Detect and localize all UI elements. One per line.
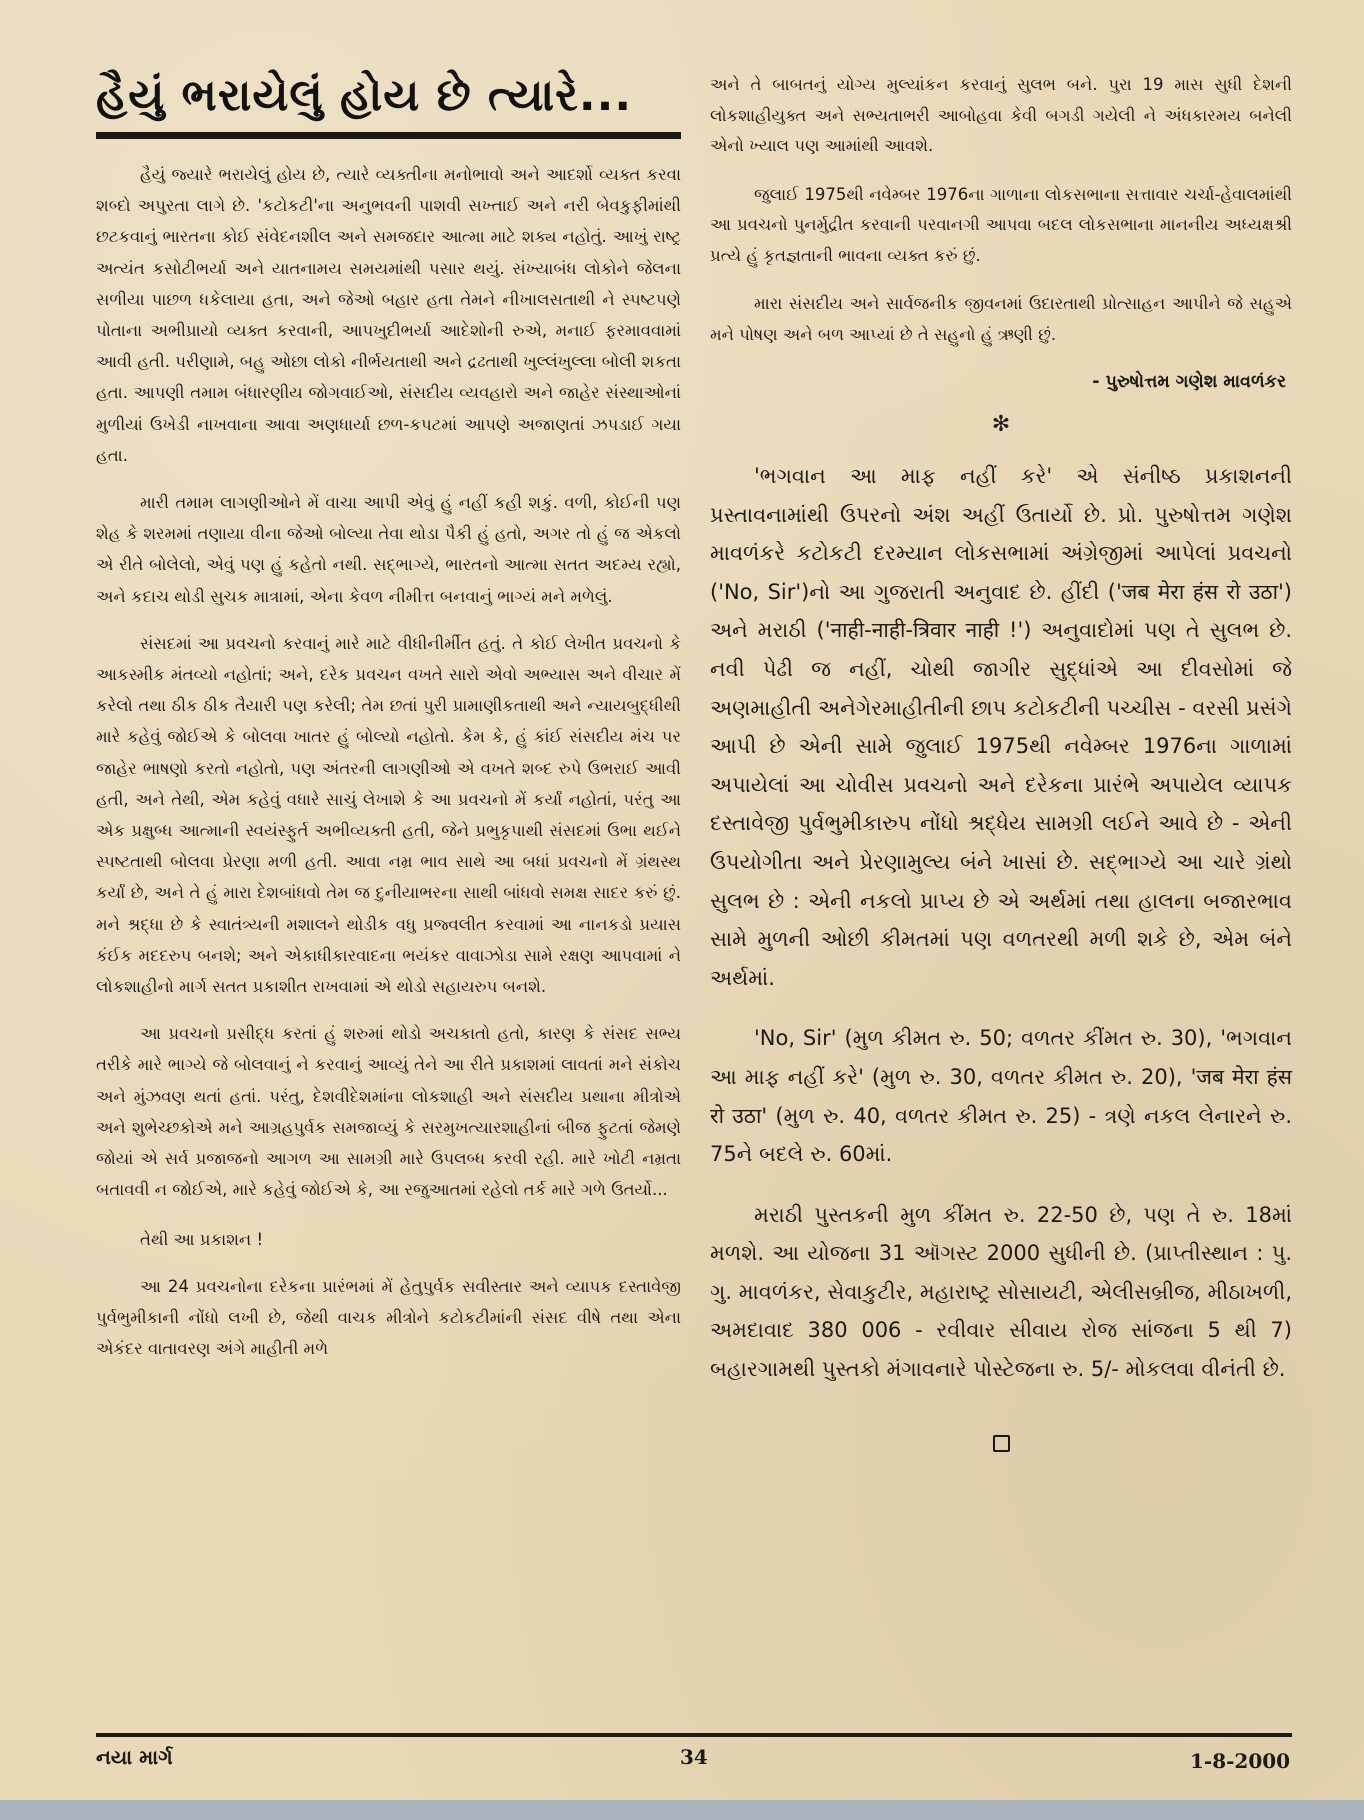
- body-paragraph: આ પ્રવચનો પ્રસીદ્ધ કરતાં હું શરુમાં થોડો અચકાતો હતો, કારણ કે સંસદ સભ્ય તરીકે મારે ભાગ્યે જે બોલવાનું ને કરવાનું આવ્યું તેને આ રીતે પ્રકાશમાં લાવતાં મને સંકોચ અને મુંઝવણ થતાં હતાં. પરંતુ, દેશવીદેશમાંના લોકશાહી અને સંસદીય પ્રથાના મીત્રોએ અને શુભેચ્છકોએ મને આગ્રહપુર્વક સમજાવ્યું કે સરમુખત્યારશાહીનાં બીજ ફુટતાં જેમણે જોયાં એ સર્વ પ્રજાજનો આગળ આ સામગ્રી મારે ઉપલબ્ધ કરવી રહી. મારે ખોટી નમ્રતા બતાવવી ન જોઈએ, મારે કહેવું જોઈએ કે, આ રજુઆતમાં રહેલો તર્ક મારે ગળે ઉતર્યો...: [96, 1024, 681, 1200]
- article-title: હૈયું ભરાયેલું હોય છે ત્યારે...: [96, 70, 633, 121]
- title-underline: [96, 132, 681, 139]
- left-column: [96, 66, 681, 1380]
- editor-note-paragraph: મરાઠી પુસ્તકની મુળ કીંમત રુ. 22-50 છે, પણ તે રુ. 18માં મળશે. આ યોજના 31 ઑગસ્ટ 2000 સુધીની છે. (પ્રાપ્તીસ્થાન : પુ. ગુ. માવળંકર, સેવાકુટીર, મહારાષ્ટ્ર સોસાયટી, એલીસબ્રીજ, મીઠાખળી, અમદાવાદ 380 006 - રવીવાર સીવાય રોજ સાંજના 5 થી 7) બહારગામથી પુસ્તકો મંગાવનારે પોસ્ટેજના રુ. 5/- મોકલવા વીનંતી છે.: [710, 1202, 1292, 1382]
- body-paragraph: તેથી આ પ્રકાશન !: [140, 1229, 264, 1249]
- section-separator: ✻: [991, 412, 1011, 437]
- body-paragraph: મારી તમામ લાગણીઓને મેં વાચા આપી એવું હું નહીં કહી શકું. વળી, કોઈની પણ શેહ કે શરમમાં તણાયા વીના જેઓ બોલ્યા તેવા થોડા પૈકી હું હતો, અગર તો હું જ એકલો એ રીતે બોલેલો, એવું પણ હું કહેતો નથી. સદ્ભાગ્યે, ભારતનો આત્મા સતત અદમ્ય રહ્યો, અને કદાચ થોડી સુચક માત્રામાં, એના કેવળ નીમીત્ત બનવાનું ભાગ્યં મને મળેલું.: [96, 493, 681, 606]
- right-column: [710, 70, 1292, 1452]
- scan-background-strip: [0, 1800, 1364, 1820]
- body-paragraph: અને તે બાબતનું યોગ્ય મુલ્યાંકન કરવાનું સુલભ બને. પુરા 19 માસ સુધી દેશની લોકશાહીયુક્ત અને સભ્યતાભરી આબોહવા કેવી બગડી ગયેલી ને અંધકારમય બનેલી એનો ખ્યાલ પણ આમાંથી આવશે.: [710, 75, 1292, 155]
- author-signature: - પુરુષોત્તમ ગણેશ માવળંકર: [1092, 372, 1286, 392]
- issue-date: 1-8-2000: [1190, 1749, 1291, 1773]
- editor-note-paragraph: 'No, Sir' (મુળ કીમત રુ. 50; વળતર કીંમત રુ. 30), 'ભગવાન આ માફ નહીં કરે' (મુળ રુ. 30, વળતર કીમત રુ. 20), 'जब मेरा हंस रो उठा' (મુળ રુ. 40, વળતર કીમત રુ. 25) - ત્રણે નકલ લેનારને રુ. 75ને બદલે રુ. 60માં.: [710, 1026, 1292, 1167]
- end-of-article-square-icon: [993, 1435, 1010, 1452]
- body-paragraph: આ 24 પ્રવચનોના દરેકના પ્રારંભમાં મેં હેતુપુર્વક સવીસ્તાર અને વ્યાપક દસ્તાવેજી પુર્વભુમીકાની નોંધો લખી છે, જેથી વાચક મીત્રોને કટોકટીમાંની સંસદ વીષે તથા એના એકંદર વાતાવરણ અંગે માહીતી મળે: [96, 1276, 681, 1359]
- footer-rule: [96, 1733, 1292, 1737]
- page-number: 34: [680, 1745, 708, 1769]
- magazine-name: નયા માર્ગ: [96, 1745, 173, 1769]
- body-paragraph: સંસદમાં આ પ્રવચનો કરવાનું મારે માટે વીધીનીર્મીત હતું. તે કોઈ લેખીત પ્રવચનો કે આકસ્મીક મંતવ્યો નહોતાં; અને, દરેક પ્રવચન વખતે સારો એવો અભ્યાસ અને વીચાર મેં કરેલો તથા ઠીક ઠીક તૈયારી પણ કરેલી; તેમ છતાં પુરી પ્રામાણીકતાથી અને ન્યાયબુદ્ધીથી મારે કહેવું જોઈએ કે બોલવા ખાતર હું બોલ્યો નહોતો. કેમ કે, હું કાંઈ સંસદીય મંચ પર જાહેર ભાષણો કરતો નહોતો, પણ અંતરની લાગણીઓ એ વખતે શબ્દ રુપે ઉભરાઈ આવી હતી, અને તેથી, એમ કહેવું વધારે સાચું લેખાશે કે આ પ્રવચનો મેં કર્યાં નહોતાં, પરંતુ આ એક પ્રક્ષુબ્ધ આત્માની સ્વયંસ્ફુર્ત અભીવ્યક્તી હતી, જેને પ્રભુકૃપાથી સંસદમાં ઉભા થઈને સ્પષ્ટતાથી બોલવા પ્રેરણા મળી હતી. આવા નમ્ર ભાવ સાથે આ બધાં પ્રવચનો મેં ગ્રંથસ્થ કર્યાં છે, અને તે હું મારા દેશબાંધવો તેમ જ દુનીયાભરના સાથી બાંધવો સમક્ષ સાદર કરું છું. મને શ્રદ્ધા છે કે સ્વાતંત્ર્યની મશાલને થોડીક વધુ પ્રજ્વલીત કરવામાં આ નાનકડો પ્રયાસ કંઈક મદદરુપ બનશે; અને એકાધીકારવાદના ભયંકર વાવાઝોડા સામે રક્ષણ આપવામાં ને લોકશાહીનો માર્ગ સતત પ્રકાશીત રાખવામાં એ થોડો સહાયરુપ બનશે.: [96, 633, 681, 997]
- body-paragraph: હૈયું જ્યારે ભરાયેલું હોય છે, ત્યારે વ્યક્તીના મનોભાવો અને આદર્શો વ્યક્ત કરવા શબ્દો અપુરતા લાગે છે. 'કટોકટી'ના અનુભવની પાશવી સખ્તાઈ અને નરી બેવકુફીમાંથી છટકવાનું ભારતના કોઈ સંવેદનશીલ અને સમજદાર આત્મા માટે શક્ય નહોતું. આખું રાષ્ટ્ર અત્યંત કસોટીભર્યા અને યાતનામય સમયમાંથી પસાર થયું. સંખ્યાબંધ લોકોને જેલના સળીયા પાછળ ધકેલાયા હતા, અને જેઓ બહાર હતા તેમને નીખાલસતાથી ને સ્પષ્ટપણે પોતાના અભીપ્રાયો વ્યક્ત કરવાની, આપખુદીભર્યા આદેશોની રુએ, મનાઈ ફરમાવવામાં આવી હતી. પરીણામે, બહુ ઓછા લોકો નીર્ભયતાથી અને દ્રઢતાથી ખુલ્લંખુલ્લા બોલી શકતા હતા. આપણી તમામ બંધારણીય જોગવાઈઓ, સંસદીય વ્યવહારો અને જાહેર સંસ્થાઓનાં મુળીયાં ઉખેડી નાખવાના આવા અણધાર્યા છળ-કપટમાં આપણે અજાણતાં ઝપડાઈ ગયા હતા.: [96, 165, 681, 465]
- editor-note-paragraph: 'ભગવાન આ માફ નહીં કરે' એ સંનીષ્ઠ પ્રકાશનની પ્રસ્તાવનામાંથી ઉપરનો અંશ અહીં ઉતાર્યો છે. પ્રો. પુરુષોત્તમ ગણેશ માવળંકરે કટોકટી દરમ્યાન લોકસભામાં અંગ્રેજીમાં આપેલાં પ્રવચનો ('No, Sir')નો આ ગુજરાતી અનુવાદ છે. હીંદી ('जब मेरा हंस रो उठा') અને મરાઠી ('नाही-नाही-त्रिवार नाही !') અનુવાદોમાં પણ તે સુલભ છે. નવી પેઢી જ નહીં, ચોથી જાગીર સુદ્ધાંએ આ દીવસોમાં જે અણમાહીતી અનેગેરમાહીતીની છાપ કટોકટીની પચ્ચીસ - વરસી પ્રસંગે આપી છે એની સામે જુલાઈ 1975થી નવેમ્બર 1976ના ગાળામાં અપાયેલાં આ ચોવીસ પ્રવચનો અને દરેકના પ્રારંભે અપાયેલ વ્યાપક દસ્તાવેજી પુર્વભુમીકારુપ નોંધો શ્રદ્ધેય સામગ્રી લઈને આવે છે - એની ઉપયોગીતા અને પ્રેરણામુલ્ય બંને ખાસાં છે. સદ્ભાગ્યે આ ચારે ગ્રંથો સુલભ છે : એની નકલો પ્રાપ્ય છે એ અર્થમાં તથા હાલના બજારભાવ સામે મુળની ઓછી કીમતમાં પણ વળતરથી મળી શકે છે, એમ બંને અર્થમાં.: [710, 464, 1292, 990]
- body-paragraph: મારા સંસદીય અને સાર્વજનીક જીવનમાં ઉદારતાથી પ્રોત્સાહન આપીને જે સહુએ મને પોષણ અને બળ આપ્યાં છે તે સહુનો હું ઋણી છું.: [710, 294, 1292, 344]
- body-paragraph: જુલાઈ 1975થી નવેમ્બર 1976ના ગાળાના લોકસભાના સત્તાવાર ચર્ચા-હેવાલમાંથી આ પ્રવચનો પુનર્મુદ્રીત કરવાની પરવાનગી આપવા બદલ લોકસભાના માનનીય અધ્યક્ષશ્રી પ્રત્યે હું કૃતજ્ઞતાની ભાવના વ્યક્ત કરું છું.: [710, 184, 1292, 265]
